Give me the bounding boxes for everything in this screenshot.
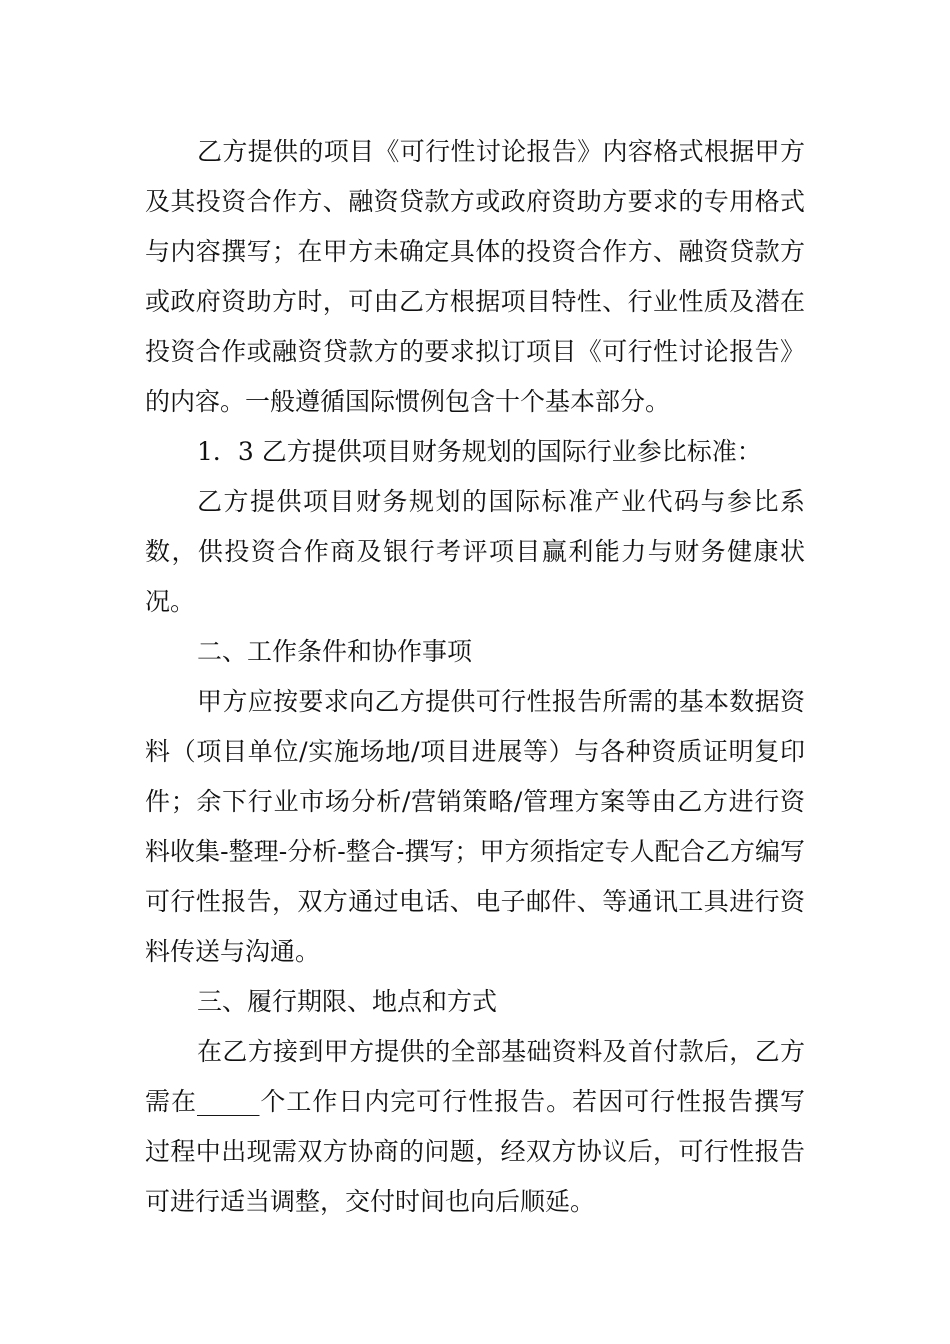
paragraph-performance-period: 在乙方接到甲方提供的全部基础资料及首付款后，乙方需在_____个工作日内完可行性报告。若因可行性报告撰写过程中出现需双方协商的问题，经双方协议后，可行性报告可进行适当调整，交付时间也向后顺延。 — [145, 1037, 805, 1216]
paragraph-report-format: 乙方提供的项目《可行性讨论报告》内容格式根据甲方及其投资合作方、融资贷款方或政府资助方要求的专用格式与内容撰写；在甲方未确定具体的投资合作方、融资贷款方或政府资助方时，可由乙方根据项目特性、行业性质及潜在投资合作或融资贷款方的要求拟订项目《可行性讨论报告》的内容。一般遵循国际惯例包含十个基本部分。 — [145, 137, 805, 416]
heading-section-3: 三、履行期限、地点和方式 — [197, 987, 498, 1016]
paragraph-financial-standard: 乙方提供项目财务规划的国际标准产业代码与参比系数，供投资合作商及银行考评项目赢利能力与财务健康状况。 — [145, 487, 805, 616]
paragraph-working-conditions: 甲方应按要求向乙方提供可行性报告所需的基本数据资料（项目单位/实施场地/项目进展等）与各种资质证明复印件；余下行业市场分析/营销策略/管理方案等由乙方进行资料收集-整理-分析-整合-撰写；甲方须指定专人配合乙方编写可行性报告，双方通过电话、电子邮件、等通讯工具进行资料传送与沟通。 — [145, 687, 805, 966]
document-page — [145, 127, 805, 1227]
paragraph-section-1-3: 1．3 乙方提供项目财务规划的国际行业参比标准： — [197, 437, 762, 466]
heading-section-2: 二、工作条件和协作事项 — [197, 637, 473, 666]
